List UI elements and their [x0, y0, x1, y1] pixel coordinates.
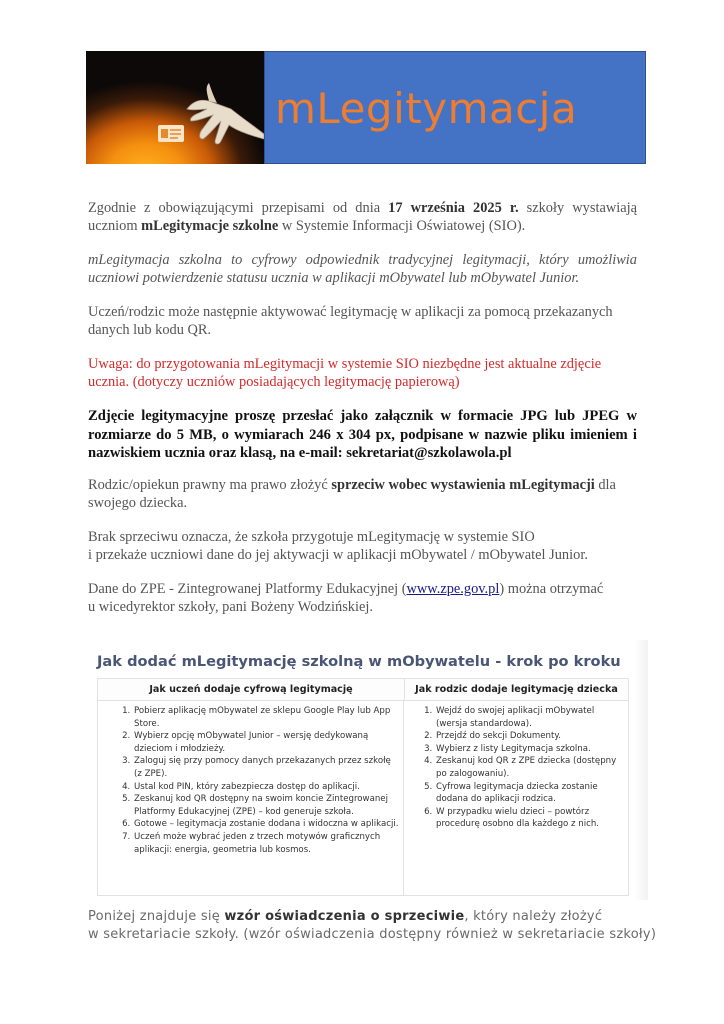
zpe-text: Dane do ZPE - Zintegrowanej Platformy Edukacyjnej (	[88, 581, 407, 597]
intro-text: w Systemie Informacji Oświatowej (SIO).	[278, 218, 526, 234]
student-step: 2. Wybierz opcję mObywatel Junior – wersję dedykowaną dzieciom i młodzieży.	[133, 730, 399, 755]
banner-title-box	[264, 51, 646, 164]
footer-text: Poniżej znajduje się	[88, 909, 225, 924]
steps-table	[97, 678, 629, 896]
student-steps-list	[120, 705, 399, 856]
activation-line-1: Uczeń/rodzic może następnie aktywować legitymację w aplikacji za pomocą przekazanych	[88, 304, 613, 320]
activation-line-2: danych lub kodu QR.	[88, 322, 212, 338]
student-step: 1. Pobierz aplikację mObywatel ze sklepu Google Play lub App Store.	[133, 705, 399, 730]
objection-paragraph	[88, 476, 637, 512]
student-column-header: Jak uczeń dodaje cyfrową legitymację	[98, 679, 405, 700]
warning-line-1: Uwaga: do przygotowania mLegitymacji w systemie SIO niezbędne jest aktualne zdjęcie	[88, 356, 602, 372]
zpe-line-2: u wicedyrektor szkoły, pani Bożeny Wodzińskiej.	[88, 599, 373, 615]
student-steps-cell	[98, 701, 404, 895]
student-step: 6. Gotowe – legitymacja zostanie dodana i widoczna w aplikacji.	[133, 818, 399, 831]
infographic-edge	[634, 640, 648, 900]
steps-table-body	[98, 701, 628, 895]
zpe-text: ) można otrzymać	[499, 581, 604, 597]
parent-steps-cell	[404, 701, 628, 895]
banner-photo	[86, 51, 264, 164]
warning-line-2: ucznia. (dotyczy uczniów posiadających legitymację papierową)	[88, 374, 460, 390]
steps-table-header	[98, 679, 628, 701]
objection-line-2: swojego dziecka.	[88, 495, 188, 511]
activation-paragraph	[88, 303, 637, 339]
no-objection-line-1: Brak sprzeciwu oznacza, że szkoła przygotuje mLegitymację w systemie SIO	[88, 529, 535, 545]
parent-column-header: Jak rodzic dodaje legitymację dziecka	[415, 684, 618, 695]
photo-instructions-text: Zdjęcie legitymacyjne proszę przesłać jako załącznik w formacie JPG lub JPEG w rozmiarze do 5 MB, o wymiarach 246 x 304 px, podpisane w nazwie pliku imieniem i nazwiskiem ucznia oraz klasą, na e-mail:	[88, 408, 637, 461]
zpe-paragraph	[88, 580, 637, 616]
hand-icon	[171, 79, 264, 149]
infographic-heading: Jak dodać mLegitymację szkolną w mObywatelu - krok po kroku	[97, 653, 621, 670]
parent-step: 1. Wejdź do swojej aplikacji mObywatel (wersja standardowa).	[435, 705, 624, 730]
objection-text: Rodzic/opiekun prawny ma prawo złożyć	[88, 477, 332, 493]
steps-infographic	[88, 640, 638, 900]
student-step: 3. Zaloguj się przy pomocy danych przekazanych przez szkołę (z ZPE).	[133, 755, 399, 780]
student-step: 7. Uczeń może wybrać jeden z trzech motywów graficznych aplikacji: energia, geometria lub kosmos.	[133, 831, 399, 856]
parent-steps-list	[422, 705, 624, 831]
parent-step: 3. Wybierz z listy Legitymacja szkolna.	[435, 743, 624, 756]
parent-step: 6. W przypadku wielu dzieci – powtórz procedurę osobno dla każdego z nich.	[435, 806, 624, 831]
header-banner	[86, 51, 646, 164]
zpe-link[interactable]: www.zpe.gov.pl	[406, 581, 500, 597]
warning-paragraph	[88, 355, 637, 391]
start-date: 17 września 2025 r.	[388, 200, 519, 216]
objection-form-title: wzór oświadczenia o sprzeciwie	[224, 909, 465, 924]
footer-line-2: w sekretariacie szkoły. (wzór oświadczenia dostępny również w sekretariacie szkoły)	[88, 927, 657, 942]
no-objection-paragraph	[88, 528, 637, 564]
no-objection-line-2: i przekaże uczniowi dane do jej aktywacji w aplikacji mObywatel / mObywatel Junior.	[88, 547, 588, 563]
objection-text: dla	[594, 477, 616, 493]
mlegitymacje-term: mLegitymacje szkolne	[141, 218, 279, 234]
banner-title: mLegitymacja	[275, 84, 578, 133]
intro-paragraph	[88, 199, 637, 235]
email-link[interactable]: sekretariat@szkolawola.pl	[346, 445, 512, 461]
parent-step: 2. Przejdź do sekcji Dokumenty.	[435, 730, 624, 743]
definition-paragraph: mLegitymacja szkolna to cyfrowy odpowiednik tradycyjnej legitymacji, który umożliwia uczniowi potwierdzenie statusu ucznia w aplikacji mObywatel lub mObywatel Junior.	[88, 252, 637, 286]
intro-text: Zgodnie z obowiązującymi przepisami od dnia	[88, 200, 389, 216]
photo-instructions	[88, 407, 637, 463]
objection-form-note	[88, 908, 657, 944]
objection-bold: sprzeciw wobec wystawienia mLegitymacji	[331, 477, 595, 493]
parent-step: 5. Cyfrowa legitymacja dziecka zostanie dodana do aplikacji rodzica.	[435, 781, 624, 806]
student-step: 5. Zeskanuj kod QR dostępny na swoim koncie Zintegrowanej Platformy Edukacyjnej (ZPE) – kod generuje szkoła.	[133, 793, 399, 818]
parent-step: 4. Zeskanuj kod QR z ZPE dziecka (dostępny po zalogowaniu).	[435, 755, 624, 780]
student-step: 4. Ustal kod PIN, który zabezpiecza dostęp do aplikacji.	[133, 781, 399, 794]
footer-text: , który należy złożyć	[464, 909, 603, 924]
intro-text: szkoły wystawiają uczniom	[88, 200, 637, 234]
